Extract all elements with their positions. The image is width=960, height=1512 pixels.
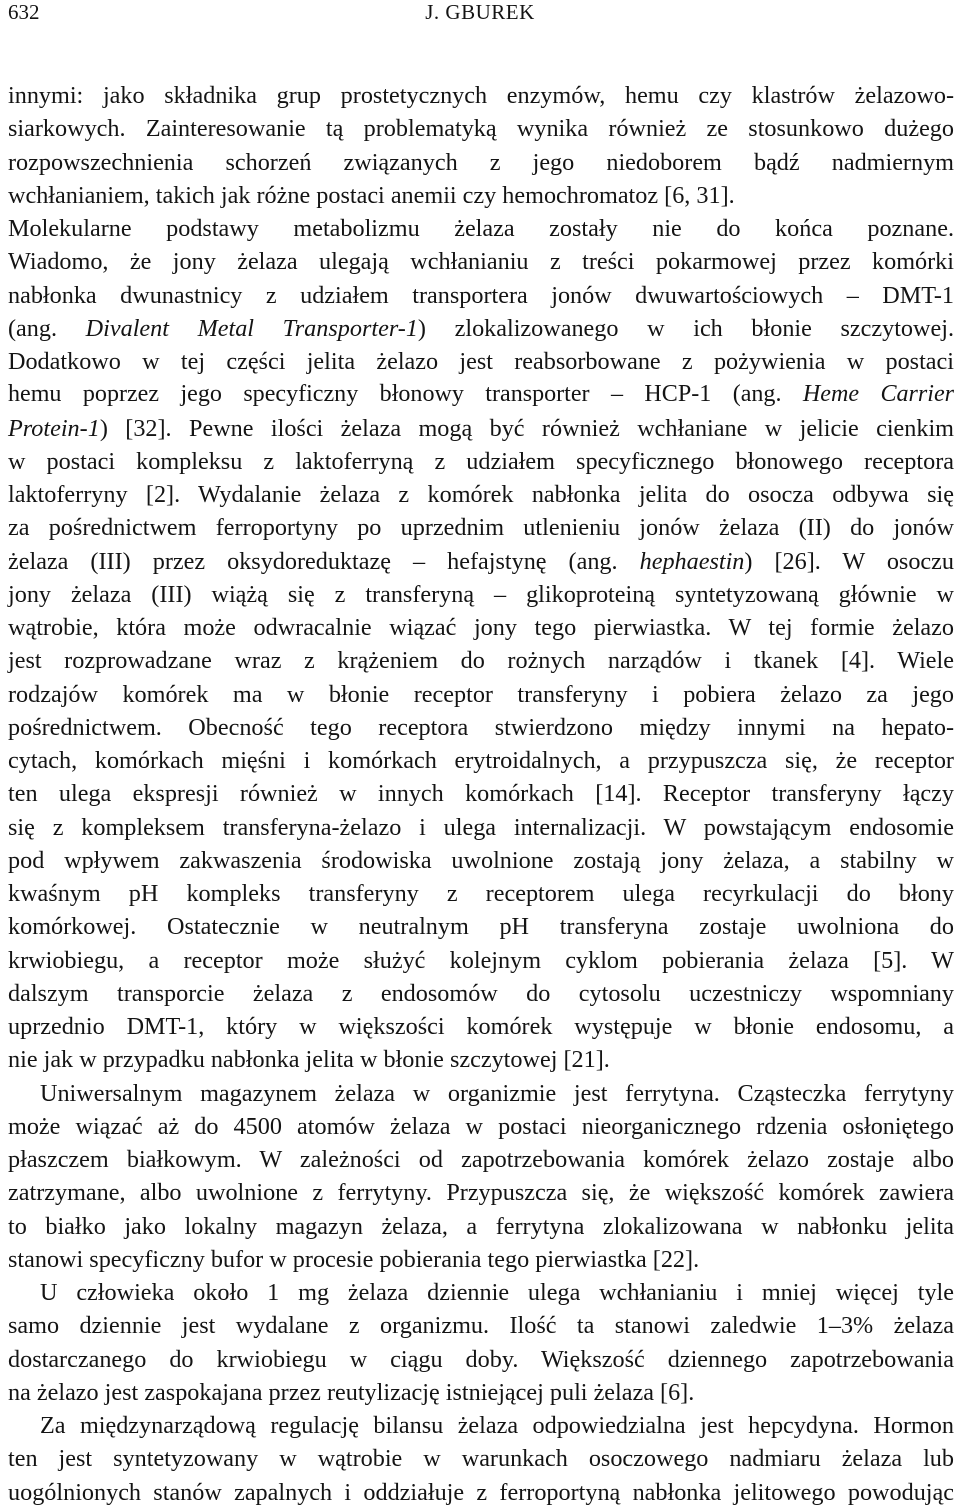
text-line: wchłanianiem, takich jak różne postaci anemii czy hemochromatoz [6, 31]. xyxy=(8,181,735,209)
text-line: dalszym transporcie żelaza z endosomów do cytosolu uczestniczy wspomniany xyxy=(8,979,954,1007)
text-line: innymi: jako składnika grup prostetycznych enzymów, hemu czy klastrów żelazowo- xyxy=(8,82,954,109)
italic-term: Divalent Metal Transporter-1 xyxy=(85,314,418,342)
text-line: jest rozprowadzane wraz z krążeniem do rożnych narządów i tkanek [4]. Wiele xyxy=(8,647,954,675)
text-line: w postaci kompleksu z laktoferryną z udziałem specyficznego błonowego receptora xyxy=(8,447,954,475)
text-line: nie jak w przypadku nabłonka jelita w błonie szczytowej [21]. xyxy=(8,1046,610,1074)
text-line: Uniwersalnym magazynem żelaza w organizmie jest ferrytyna. Cząsteczka ferrytyny xyxy=(40,1079,954,1107)
text-line: to białko jako lokalny magazyn żelaza, a ferrytyna zlokalizowana w nabłonku jelita xyxy=(8,1212,954,1240)
text-line: hemu poprzez jego specyficzny błonowy transporter – HCP-1 (ang. Heme Carrier xyxy=(8,381,955,408)
text-line: kwaśnym pH kompleks transferyny z receptorem ulega recyrkulacji do błony xyxy=(8,880,954,907)
text-line: komórkowej. Ostatecznie w neutralnym pH transferyna zostaje uwolniona do xyxy=(8,913,954,941)
text-line: stanowi specyficzny bufor w procesie pobierania tego pierwiastka [22]. xyxy=(8,1245,700,1273)
text-line: się z kompleksem transferyna-żelazo i ulega internalizacji. W powstającym endosomie xyxy=(8,813,954,841)
text-line: żelaza (III) przez oksydoreduktazę – hefajstynę (ang. hephaestin) [26]. W osoczu xyxy=(8,547,954,575)
text-line: Za międzynarządową regulację bilansu żelaza odpowiedzialna jest hepcydyna. Hormon xyxy=(40,1412,954,1439)
text-line: wątrobie, która może odwracalnie wiązać jony tego pierwiastka. W tej formie żelazo xyxy=(8,614,954,641)
text-line: za pośrednictwem ferroportyny po uprzednim utlenieniu jonów żelaza (II) do jonów xyxy=(8,514,954,542)
text-line: nabłonka dwunastnicy z udziałem transportera jonów dwuwartościowych – DMT-1 xyxy=(8,281,954,309)
page-number: 632 xyxy=(8,0,40,24)
text-line: Molekularne podstawy metabolizmu żelaza zostały nie do końca poznane. xyxy=(8,215,954,242)
page-header xyxy=(0,0,960,30)
text-line: Dodatkowo w tej części jelita żelazo jest reabsorbowane z pożywienia w postaci xyxy=(8,348,954,375)
text-line: na żelazo jest zaspokajana przez reutylizację istniejącej puli żelaza [6]. xyxy=(8,1378,695,1406)
text-line: U człowieka około 1 mg żelaza dziennie ulega wchłanianiu i mniej więcej tyle xyxy=(40,1279,954,1306)
italic-term: Protein-1 xyxy=(8,414,100,442)
italic-term: hephaestin xyxy=(639,547,745,575)
text-line: może wiązać aż do 4500 atomów żelaza w postaci nieorganicznego rdzenia osłoniętego xyxy=(8,1112,954,1140)
text-line: zatrzymane, albo uwolnione z ferrytyny. Przypuszcza się, że większość komórek zawiera xyxy=(8,1179,954,1207)
text-line: ten ulega ekspresji również w innych komórkach [14]. Receptor transferyny łączy xyxy=(8,780,954,808)
text-line: Protein-1) [32]. Pewne ilości żelaza mogą być również wchłaniane w jelicie cienkim xyxy=(8,414,954,442)
text-line: pod wpływem zakwaszenia środowiska uwolnione zostają jony żelaza, a stabilny w xyxy=(8,846,954,874)
running-head: J. GBUREK xyxy=(425,0,535,24)
text-line: dostarczanego do krwiobiegu w ciągu doby. Większość dziennego zapotrzebowania xyxy=(8,1345,954,1373)
body-text xyxy=(8,79,954,1509)
text-line: Wiadomo, że jony żelaza ulegają wchłanianiu z treści pokarmowej przez komórki xyxy=(8,248,954,276)
text-line: krwiobiegu, a receptor może służyć kolejnym cyklom pobierania żelaza [5]. W xyxy=(8,946,954,974)
text-line: płaszczem białkowym. W zależności od zapotrzebowania komórek żelazo zostaje albo xyxy=(8,1146,954,1173)
text-line: (ang. Divalent Metal Transporter-1) zlokalizowanego w ich błonie szczytowej. xyxy=(8,314,954,342)
italic-term: Heme Carrier xyxy=(802,381,955,408)
text-line: uprzednio DMT-1, który w większości komórek występuje w błonie endosomu, a xyxy=(8,1013,954,1040)
text-line: jony żelaza (III) wiążą się z transferyną – glikoproteiną syntetyzowaną głównie w xyxy=(8,580,954,608)
text-line: laktoferryny [2]. Wydalanie żelaza z komórek nabłonka jelita do osocza odbywa się xyxy=(8,481,954,508)
text-line: rozpowszechnienia schorzeń związanych z jego niedoborem bądź nadmiernym xyxy=(8,148,954,176)
text-line: pośrednictwem. Obecność tego receptora stwierdzono między innymi na hepato- xyxy=(8,713,954,741)
text-line: samo dziennie jest wydalane z organizmu. Ilość ta stanowi zaledwie 1–3% żelaza xyxy=(8,1312,954,1340)
text-line: cytach, komórkach mięśni i komórkach erytroidalnych, a przypuszcza się, że receptor xyxy=(8,747,954,774)
text-line: rodzajów komórek ma w błonie receptor transferyny i pobiera żelazo za jego xyxy=(8,680,954,708)
text-line: uogólnionych stanów zapalnych i oddziałuje z ferroportyną nabłonka jelitowego powodując xyxy=(8,1478,954,1506)
text-line: siarkowych. Zainteresowanie tą problematyką wynika również ze stosunkowo dużego xyxy=(8,115,954,143)
text-line: ten jest syntetyzowany w wątrobie w warunkach osoczowego nadmiaru żelaza lub xyxy=(8,1445,954,1473)
